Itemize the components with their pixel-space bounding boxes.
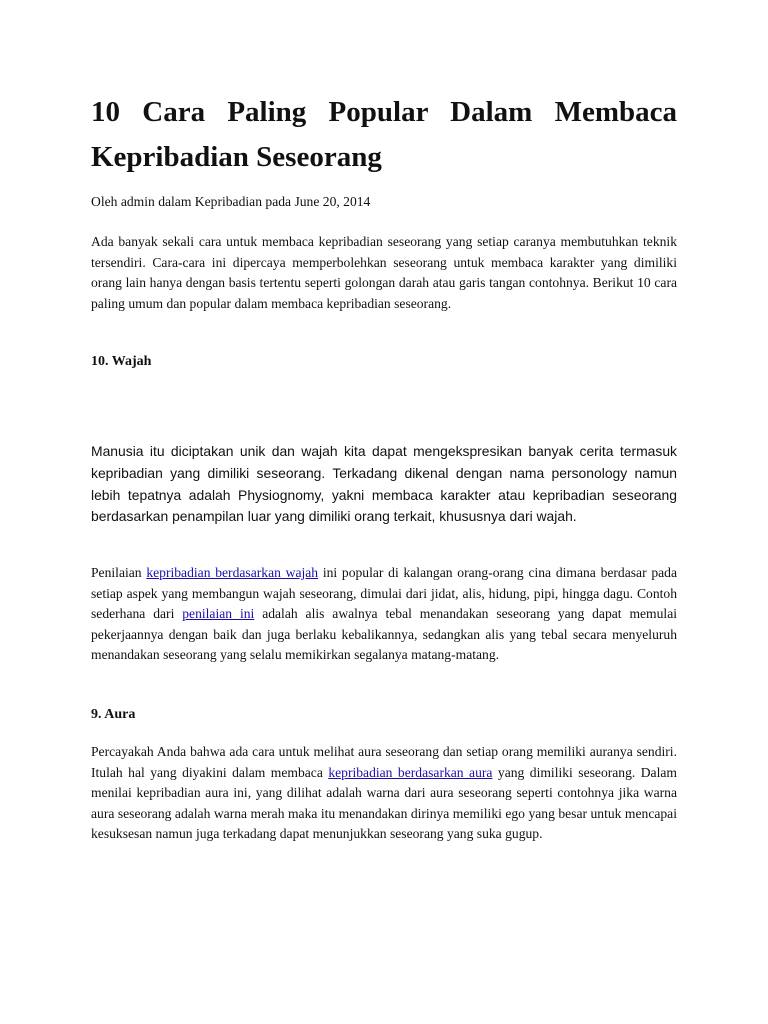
link-kepribadian-berdasarkan-aura[interactable]: kepribadian berdasarkan aura xyxy=(328,764,493,780)
link-penilaian-ini[interactable]: penilaian ini xyxy=(182,606,255,622)
wajah-paragraph-1: Manusia itu diciptakan unik dan wajah kita dapat mengekspresikan banyak cerita termasuk kepribadian yang dimiliki seseorang. Terkadang dikenal dengan nama personology namun lebih tepatnya adalah Physiognomy, yakni membaca karakter atau kepribadian seseorang berdasarkan penampilan luar yang dimiliki orang terkait, khususnya dari wajah. xyxy=(91,443,677,525)
aura-p1-text-1: Percayakah Anda bahwa ada cara untuk melihat aura seseorang dan setiap orang memiliki auranya sendiri. Itulah hal yang diyakini dalam membaca xyxy=(91,744,677,780)
section-heading-wajah: 10. Wajah xyxy=(91,354,152,369)
article-meta: Oleh admin dalam Kepribadian pada June 20, 2014 xyxy=(91,194,371,209)
link-kepribadian-berdasarkan-wajah[interactable]: kepribadian berdasarkan wajah xyxy=(146,565,319,580)
wajah-paragraph-2 xyxy=(91,563,677,666)
aura-paragraph-1 xyxy=(91,742,677,845)
wajah-p2-text-1: Penilaian xyxy=(91,565,147,580)
wajah-p2-text-2: ini popular di kalangan orang-orang cina dimana berdasar pada setiap aspek yang membangun wajah seseorang, dimulai dari jidat, alis, hidung, pipi, hingga dagu. Contoh sederhana dari xyxy=(91,565,677,622)
section-heading-aura: 9. Aura xyxy=(91,707,136,722)
article-title: 10 Cara Paling Popular Dalam Membaca Kepribadian Seseorang xyxy=(91,96,677,173)
aura-p1-text-2: yang dimiliki seseorang. Dalam menilai kepribadian aura ini, yang dilihat adalah warna dari aura seseorang seperti contohnya jika warna aura seseorang adalah warna merah maka itu menandakan dirinya memiliki ego yang besar untuk mencapai kesuksesan namun juga terkadang dapat menunjukkan seseorang yang suka gugup. xyxy=(91,764,677,842)
intro-paragraph: Ada banyak sekali cara untuk membaca kepribadian seseorang yang setiap caranya membutuhkan teknik tersendiri. Cara-cara ini dipercaya memperbolehkan seseorang untuk membaca karakter yang dimiliki orang lain hanya dengan basis tertentu seperti golongan darah atau garis tangan contohnya. Berikut 10 cara paling umum dan popular dalam membaca kepribadian seseorang. xyxy=(91,234,677,311)
wajah-p2-text-3: adalah alis awalnya tebal menandakan seseorang yang dapat memulai pekerjaannya dengan baik dan juga berlaku kebalikannya, sedangkan alis yang tebal secara menyeluruh menandakan seseorang yang selalu memikirkan segalanya matang-matang. xyxy=(91,606,678,663)
